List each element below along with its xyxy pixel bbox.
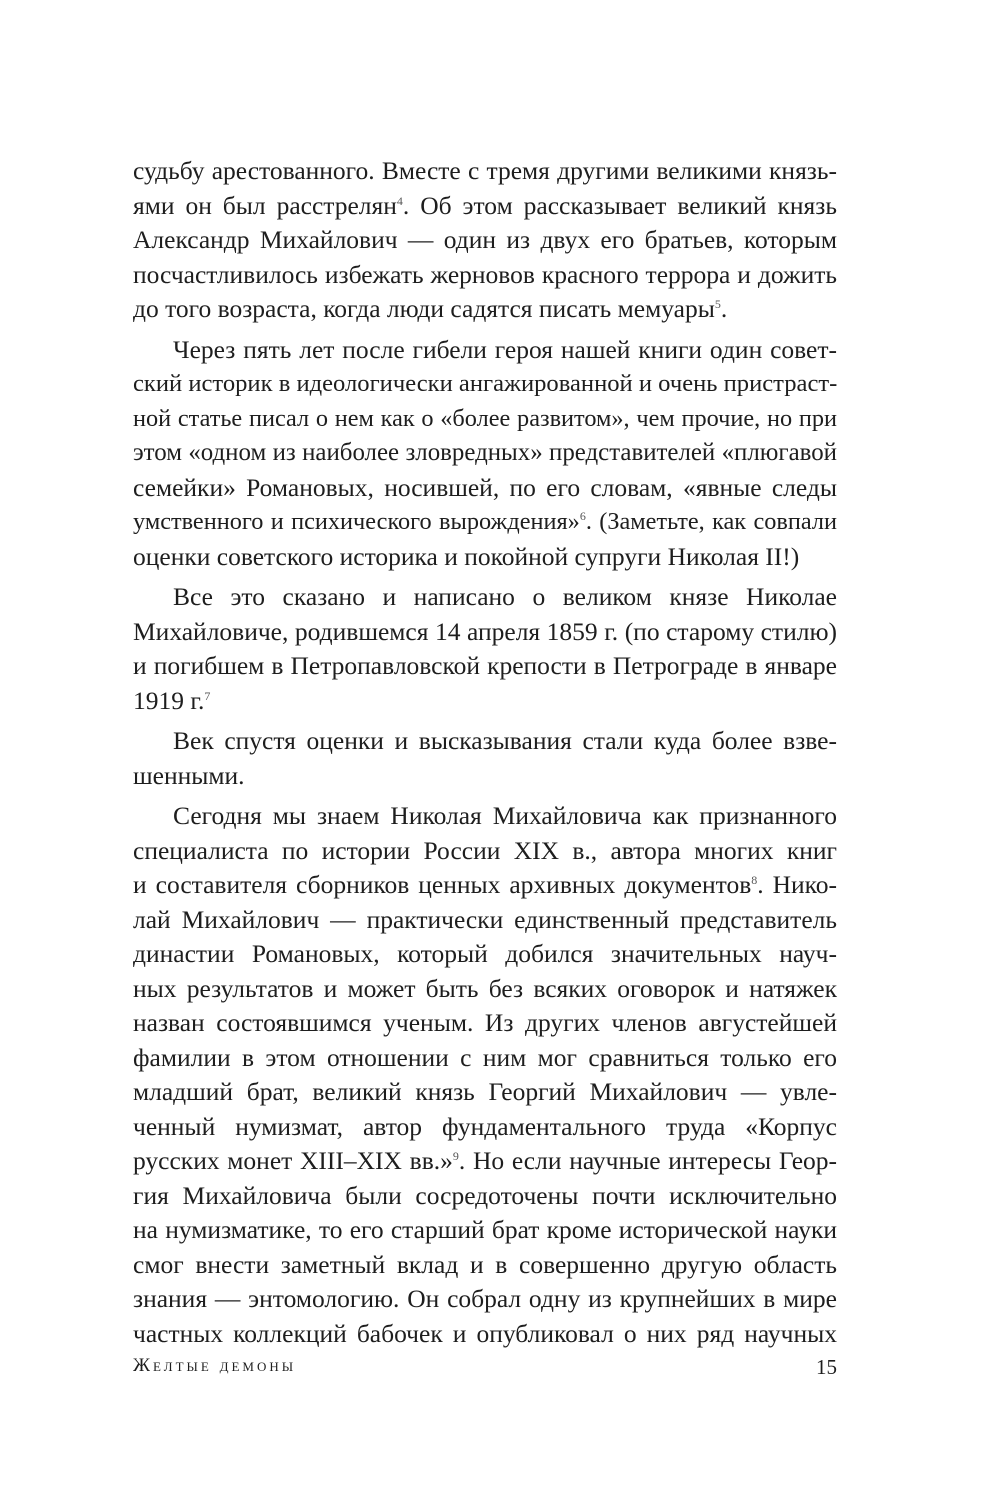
text-run: династии Романовых, который добился значительных науч- — [133, 939, 837, 968]
text-line — [133, 436, 837, 471]
text-run: посчастливилось избежать жерновов красного террора и дожить — [133, 259, 837, 289]
text-line — [133, 154, 837, 189]
text-line — [133, 1041, 837, 1076]
text-line — [133, 223, 837, 258]
text-line — [133, 1179, 837, 1214]
text-run: назван состоявшимся ученым. Из других членов августейшей — [133, 1008, 837, 1037]
text-run: 1919 г. — [133, 685, 205, 715]
text-run: ных результатов и может быть без всяких оговорок и натяжек — [133, 973, 837, 1003]
text-line — [133, 402, 837, 437]
text-line — [133, 1213, 837, 1248]
page-number: 15 — [816, 1355, 837, 1379]
footnote-marker: 9 — [452, 1149, 459, 1163]
text-line — [133, 505, 837, 540]
text-run: до того возраста, когда люди садятся писать мемуары — [133, 294, 715, 323]
paragraph — [133, 333, 837, 575]
footnote-marker: 5 — [714, 297, 721, 311]
text-run: знания — энтомологию. Он собрал одну из крупнейших в мире — [133, 1284, 837, 1313]
text-line — [133, 189, 837, 224]
text-line — [133, 615, 837, 650]
text-run: и составителя сборников ценных архивных документов — [133, 870, 752, 899]
page-footer — [133, 1355, 837, 1385]
text-line — [133, 972, 837, 1007]
text-line — [133, 258, 837, 293]
text-run: частных коллекций бабочек и опубликовал о них ряд научных — [133, 1318, 837, 1348]
running-title: Желтые демоны — [133, 1355, 297, 1376]
text-run: лай Михайлович — практически единственный представитель — [133, 904, 837, 934]
text-run: . Но если научные интересы Геор- — [458, 1146, 837, 1175]
text-line — [133, 471, 837, 506]
text-line — [133, 1248, 837, 1283]
text-line — [133, 580, 837, 615]
text-run: оценки советского историка и покойной супруги Николая II!) — [133, 541, 800, 571]
text-run: ченный нумизмат, автор фундаментального труда «Корпус — [133, 1111, 837, 1141]
paragraph — [133, 580, 837, 718]
text-line — [133, 1075, 837, 1110]
text-run: этом «одном из наиболее зловредных» представителей «плюгавой — [133, 439, 837, 466]
text-line — [133, 868, 837, 903]
text-run: и погибшем в Петропавловской крепости в Петрограде в январе — [133, 651, 837, 680]
text-run: ями он был расстрелян — [133, 190, 397, 220]
text-line — [133, 903, 837, 938]
text-line — [133, 684, 837, 719]
text-run: Все это сказано и написано о великом князе Николае — [173, 582, 837, 611]
text-line — [133, 333, 837, 368]
text-line — [133, 367, 837, 402]
text-run: фамилии в этом отношении с ним мог сравниться только его — [133, 1042, 837, 1072]
footnote-marker: 7 — [204, 688, 211, 703]
text-run: семейки» Романовых, носившей, по его словам, «явные следы — [133, 472, 837, 502]
text-run: Сегодня мы знаем Николая Михайловича как признанного — [173, 801, 837, 830]
text-line — [133, 724, 837, 759]
text-run: . — [720, 294, 728, 323]
footnote-marker: 6 — [579, 509, 586, 523]
text-run: ский историк в идеологически ангажированной и очень пристраст- — [133, 370, 838, 397]
text-run: Век спустя оценки и высказывания стали куда более взве- — [173, 726, 837, 755]
text-line — [133, 834, 837, 869]
text-line — [133, 759, 837, 794]
text-line — [133, 649, 837, 684]
text-run: на нумизматике, то его старший брат кроме исторической науки — [133, 1215, 837, 1244]
footnote-marker: 4 — [396, 193, 403, 208]
text-run: специалиста по истории России XIX в., автора многих книг — [133, 835, 837, 865]
text-run: смог внести заметный вклад и в совершенно другую область — [133, 1249, 837, 1279]
text-line — [133, 1317, 837, 1352]
footnote-marker: 8 — [751, 873, 758, 887]
text-run: . (Заметьте, как совпали — [585, 508, 838, 535]
paragraph — [133, 154, 837, 327]
text-line — [133, 1006, 837, 1041]
text-run: Александр Михайлович — один из двух его братьев, которым — [133, 225, 837, 254]
text-run: Через пять лет после гибели героя нашей книги один совет- — [173, 334, 837, 364]
text-run: Михайловиче, родившемся 14 апреля 1859 г. (по старому стилю) — [133, 616, 837, 646]
text-run: умственного и психического вырождения» — [133, 508, 580, 535]
text-run: русских монет XIII–XIX вв.» — [133, 1146, 453, 1175]
text-line — [133, 1144, 837, 1179]
text-line — [133, 799, 837, 834]
text-line — [133, 540, 837, 575]
paragraph — [133, 724, 837, 793]
text-run: гия Михайловича были сосредоточены почти исключительно — [133, 1180, 837, 1210]
text-run: шенными. — [133, 760, 245, 790]
page-text — [133, 154, 837, 1351]
text-run: . Об этом рассказывает великий князь — [402, 190, 837, 220]
text-line — [133, 1282, 837, 1317]
text-line — [133, 292, 837, 327]
text-line — [133, 937, 837, 972]
text-run: . Нико- — [757, 870, 837, 899]
text-line — [133, 1110, 837, 1145]
text-run: ной статье писал о нем как о «более развитом», чем прочие, но при — [133, 404, 837, 432]
text-run: младший брат, великий князь Георгий Михайлович — увле- — [133, 1077, 837, 1106]
text-run: судьбу арестованного. Вместе с тремя другими великими князь- — [133, 156, 837, 185]
paragraph — [133, 799, 837, 1351]
